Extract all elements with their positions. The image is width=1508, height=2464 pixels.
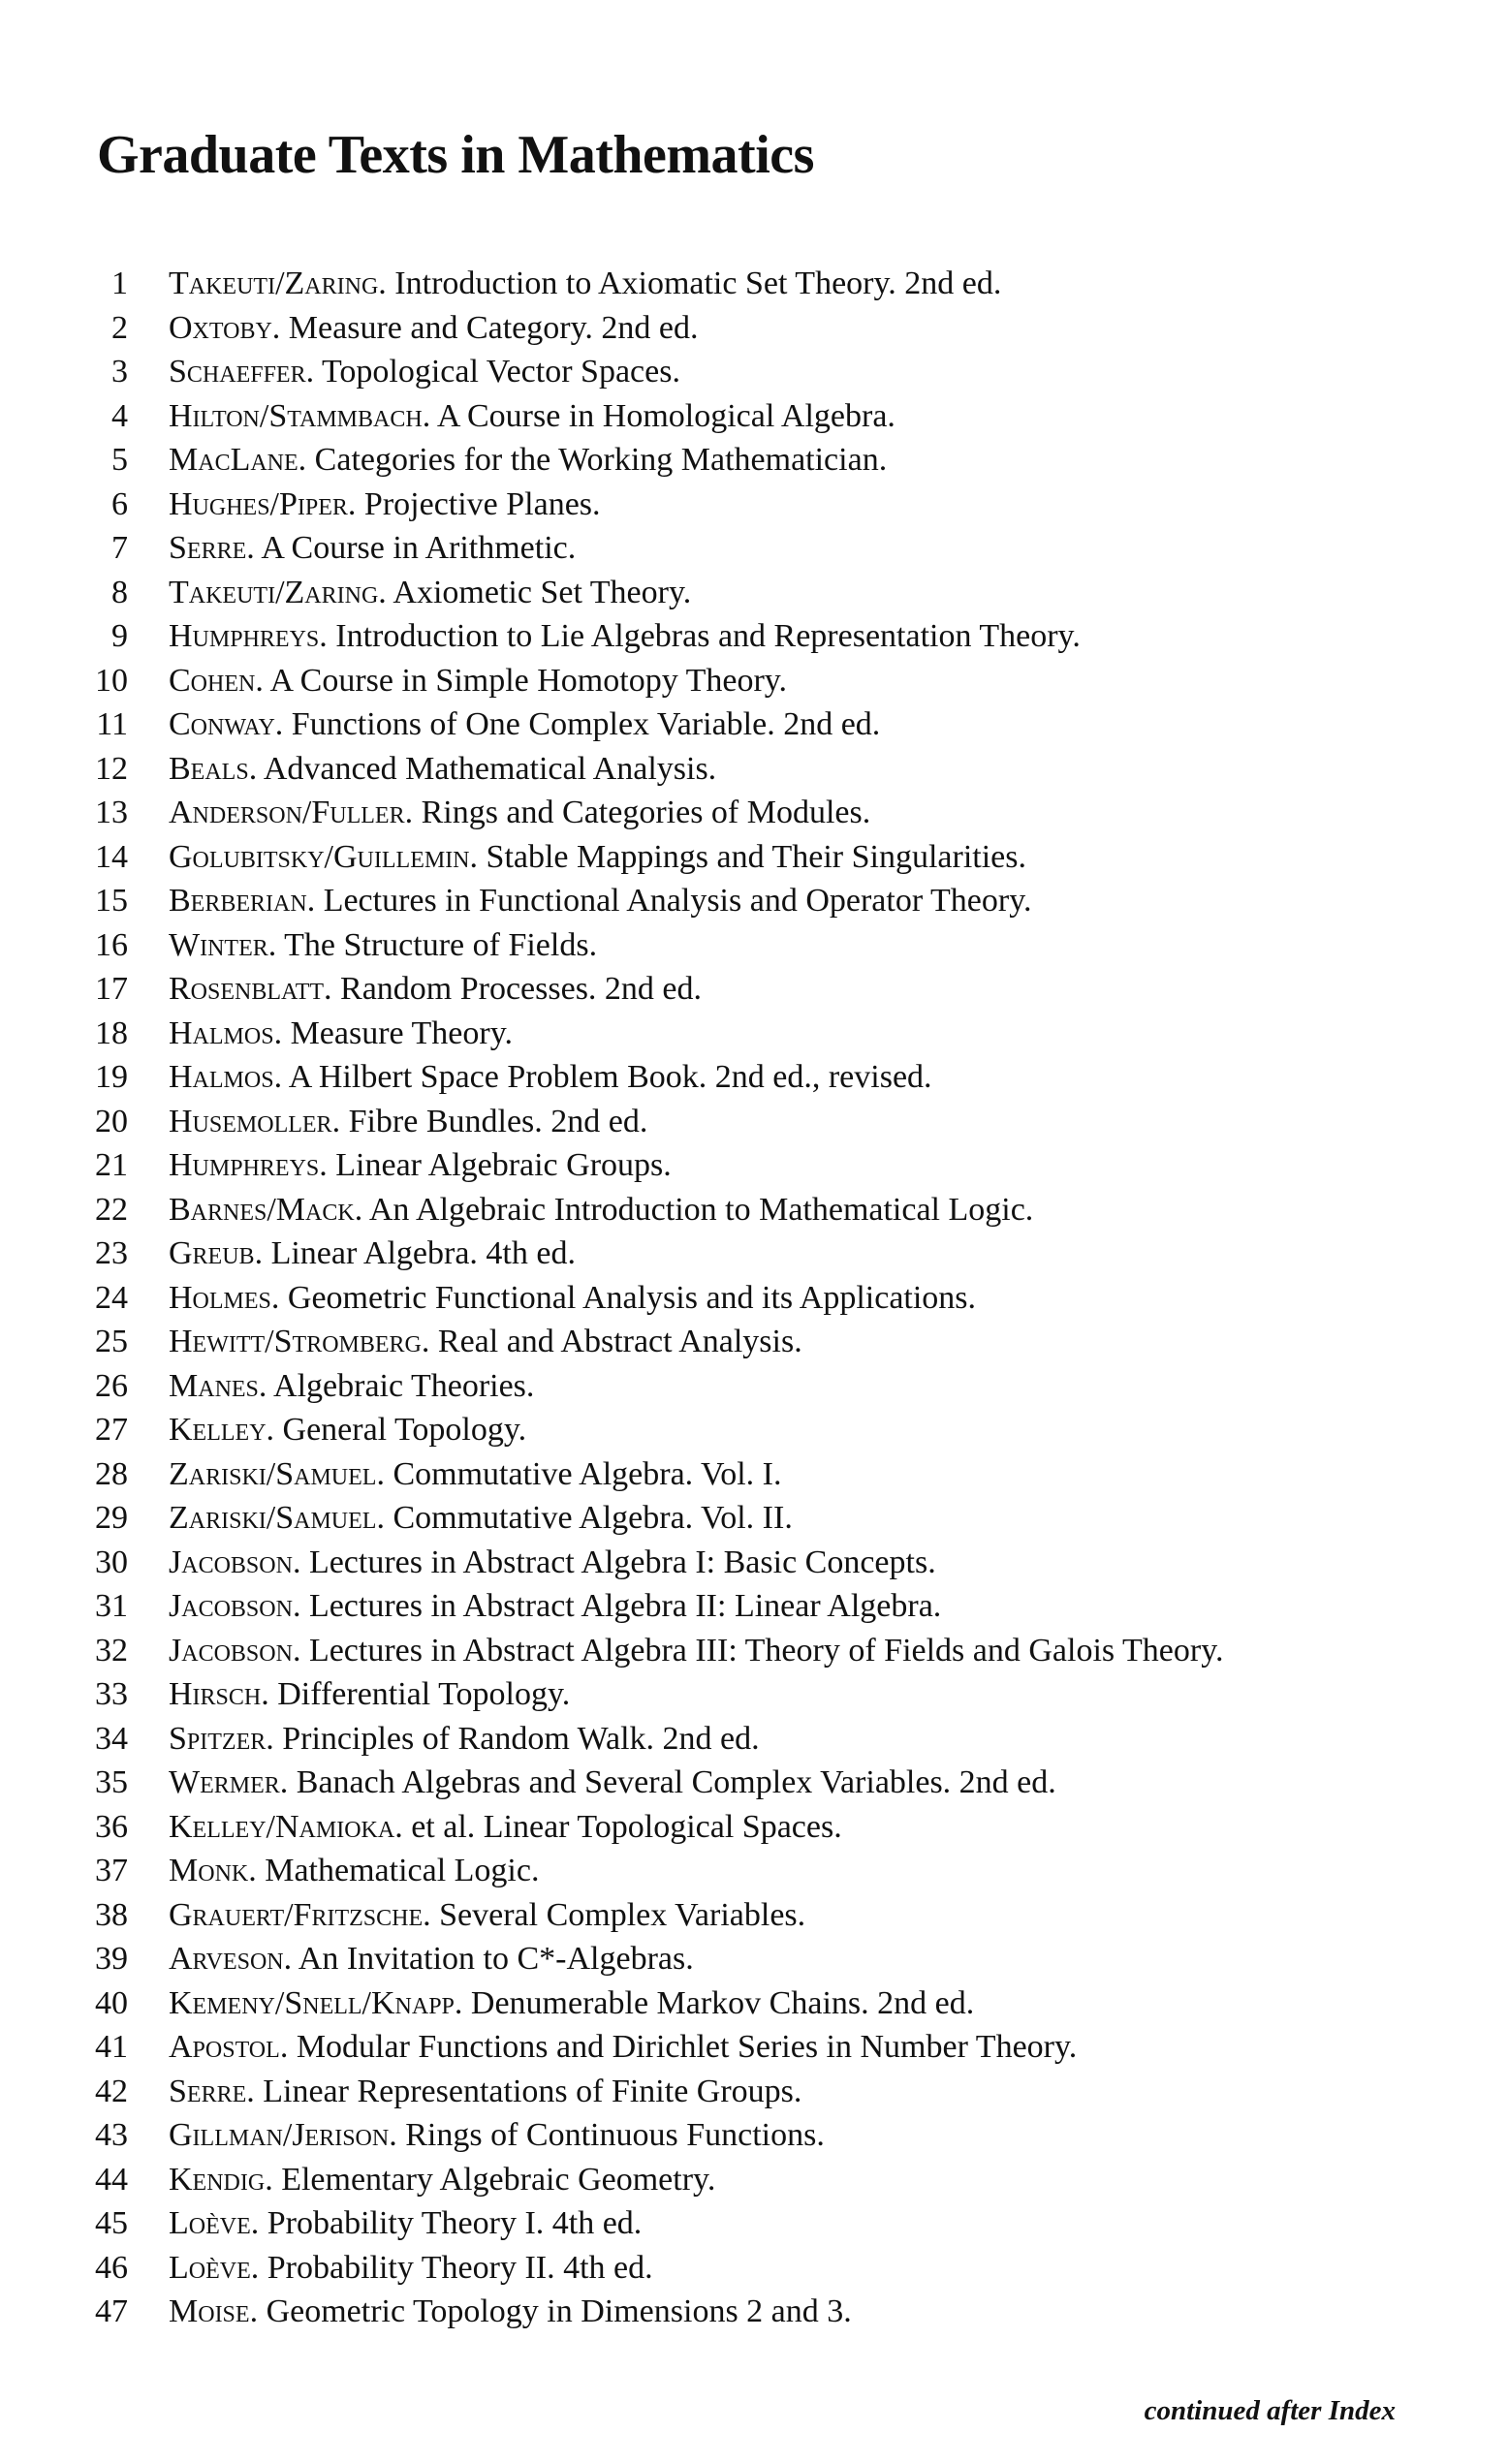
book-entry: Conway. Functions of One Complex Variable. 2nd ed.: [169, 706, 881, 742]
book-number: 32: [95, 1632, 128, 1669]
book-title: Banach Algebras and Several Complex Variables. 2nd ed.: [296, 1764, 1056, 1800]
book-number: 5: [111, 442, 128, 478]
book-author: Apostol: [169, 2029, 280, 2065]
book-number: 20: [95, 1103, 128, 1139]
book-number: 10: [95, 662, 128, 699]
book-author: Grauert/Fritzsche: [169, 1896, 424, 1933]
book-entry: Gillman/Jerison. Rings of Continuous Functions.: [169, 2117, 825, 2153]
book-author: Kelley/Namioka: [169, 1808, 395, 1845]
book-number: 42: [95, 2073, 128, 2109]
book-entry: Barnes/Mack. An Algebraic Introduction to Mathematical Logic.: [169, 1191, 1034, 1228]
book-entry: Arveson. An Invitation to C*-Algebras.: [169, 1941, 694, 1977]
book-number: 4: [111, 397, 128, 434]
book-author: Anderson/Fuller: [169, 795, 405, 830]
book-title: Lectures in Abstract Algebra I: Basic Concepts.: [308, 1544, 936, 1580]
book-entry: Greub. Linear Algebra. 4th ed.: [169, 1235, 576, 1271]
book-entry: Kemeny/Snell/Knapp. Denumerable Markov Chains. 2nd ed.: [169, 1984, 975, 2021]
book-entry: Oxtoby. Measure and Category. 2nd ed.: [169, 309, 699, 346]
book-author: Takeuti/Zaring: [169, 574, 379, 610]
book-author: Berberian: [169, 883, 307, 919]
book-author: Oxtoby: [169, 309, 272, 346]
book-title: Advanced Mathematical Analysis.: [263, 750, 717, 787]
book-author: Winter: [169, 926, 268, 963]
book-number: 22: [95, 1191, 128, 1228]
book-author: Kemeny/Snell/Knapp: [169, 1984, 455, 2021]
book-entry: Loève. Probability Theory I. 4th ed.: [169, 2205, 643, 2241]
book-entry: Kendig. Elementary Algebraic Geometry.: [169, 2161, 716, 2198]
book-title: Lectures in Functional Analysis and Operator Theory.: [323, 883, 1032, 919]
book-number: 43: [95, 2117, 128, 2153]
book-number: 13: [95, 795, 128, 830]
book-author: Hughes/Piper: [169, 485, 348, 522]
book-author: Jacobson: [169, 1632, 293, 1669]
book-author: Husemoller: [169, 1103, 332, 1139]
book-title: Functions of One Complex Variable. 2nd ed.: [291, 706, 881, 742]
book-entry: Manes. Algebraic Theories.: [169, 1367, 535, 1404]
book-author: Humphreys: [169, 1147, 320, 1183]
book-number: 23: [95, 1235, 128, 1271]
book-author: Rosenblatt: [169, 971, 325, 1007]
book-entry: Hirsch. Differential Topology.: [169, 1676, 571, 1712]
book-title: Rings and Categories of Modules.: [421, 795, 871, 830]
book-title: Probability Theory II. 4th ed.: [267, 2249, 653, 2286]
book-entry: Zariski/Samuel. Commutative Algebra. Vol. I.: [169, 1455, 782, 1492]
book-author: Moise: [169, 2293, 250, 2329]
book-author: Holmes: [169, 1279, 271, 1316]
book-title: Categories for the Working Mathematician.: [314, 442, 888, 478]
book-entry: Winter. The Structure of Fields.: [169, 926, 598, 963]
book-author: Cohen: [169, 662, 256, 699]
book-author: Kelley: [169, 1412, 267, 1448]
book-title: Commutative Algebra. Vol. II.: [393, 1500, 793, 1536]
book-title: Lectures in Abstract Algebra III: Theory of Fields and Galois Theory.: [308, 1632, 1224, 1669]
book-title: Stable Mappings and Their Singularities.: [486, 838, 1026, 875]
book-title: Commutative Algebra. Vol. I.: [393, 1455, 782, 1492]
book-title: Projective Planes.: [363, 485, 601, 522]
book-entry: Beals. Advanced Mathematical Analysis.: [169, 750, 717, 787]
book-entry: Halmos. Measure Theory.: [169, 1014, 513, 1051]
book-number: 2: [111, 309, 128, 346]
book-author: MacLane: [169, 442, 298, 478]
book-title: Real and Abstract Analysis.: [437, 1324, 802, 1359]
book-author: Arveson: [169, 1941, 284, 1977]
book-author: Greub: [169, 1235, 255, 1271]
book-title: Geometric Functional Analysis and its Applications.: [287, 1279, 977, 1316]
book-title: Random Processes. 2nd ed.: [340, 971, 703, 1007]
book-title: A Course in Arithmetic.: [261, 530, 577, 566]
book-entry: Golubitsky/Guillemin. Stable Mappings and Their Singularities.: [169, 838, 1026, 875]
book-number: 34: [95, 1720, 128, 1757]
book-number: 40: [95, 1984, 128, 2021]
book-title: Differential Topology.: [277, 1676, 571, 1712]
book-title: Algebraic Theories.: [273, 1367, 535, 1404]
book-author: Wermer: [169, 1764, 280, 1800]
book-number: 25: [95, 1324, 128, 1359]
book-title: Fibre Bundles. 2nd ed.: [348, 1103, 648, 1139]
book-number: 28: [95, 1455, 128, 1492]
book-title: Linear Algebraic Groups.: [335, 1147, 672, 1183]
book-entry: Loève. Probability Theory II. 4th ed.: [169, 2249, 653, 2286]
book-number: 46: [95, 2249, 128, 2286]
book-number: 17: [95, 971, 128, 1007]
book-entry: Takeuti/Zaring. Introduction to Axiomatic Set Theory. 2nd ed.: [169, 265, 1002, 301]
book-author: Jacobson: [169, 1588, 293, 1624]
book-title: Lectures in Abstract Algebra II: Linear Algebra.: [308, 1588, 942, 1624]
book-author: Gillman/Jerison: [169, 2117, 390, 2153]
book-entry: Takeuti/Zaring. Axiometic Set Theory.: [169, 574, 692, 610]
book-number: 11: [96, 706, 128, 742]
book-entry: Serre. A Course in Arithmetic.: [169, 530, 577, 566]
book-number: 45: [95, 2205, 128, 2241]
book-entry: Schaeffer. Topological Vector Spaces.: [169, 354, 680, 390]
book-number: 29: [95, 1500, 128, 1536]
book-author: Hilton/Stammbach: [169, 397, 423, 434]
book-author: Loève: [169, 2249, 251, 2286]
book-entry: Serre. Linear Representations of Finite Groups.: [169, 2073, 802, 2109]
book-title: Linear Algebra. 4th ed.: [270, 1235, 576, 1271]
book-entry: Halmos. A Hilbert Space Problem Book. 2nd ed., revised.: [169, 1059, 932, 1095]
book-entry: Hilton/Stammbach. A Course in Homological Algebra.: [169, 397, 895, 434]
book-title: The Structure of Fields.: [284, 926, 598, 963]
book-title: Topological Vector Spaces.: [322, 354, 680, 390]
book-number: 47: [95, 2293, 128, 2329]
book-entry: Jacobson. Lectures in Abstract Algebra II: Linear Algebra.: [169, 1588, 942, 1624]
book-number: 44: [95, 2161, 128, 2198]
book-author: Manes: [169, 1367, 259, 1404]
book-author: Monk: [169, 1853, 249, 1888]
book-number: 37: [95, 1853, 128, 1888]
book-number: 9: [111, 618, 128, 654]
book-author: Serre: [169, 2073, 247, 2109]
book-entry: MacLane. Categories for the Working Mathematician.: [169, 442, 888, 478]
book-title: Introduction to Axiomatic Set Theory. 2nd ed.: [394, 265, 1002, 301]
book-number: 19: [95, 1059, 128, 1095]
book-entry: Hughes/Piper. Projective Planes.: [169, 485, 601, 522]
book-title: Probability Theory I. 4th ed.: [267, 2205, 643, 2241]
book-number: 21: [95, 1147, 128, 1183]
page-title: Graduate Texts in Mathematics: [97, 125, 814, 185]
book-entry: Jacobson. Lectures in Abstract Algebra I: Basic Concepts.: [169, 1544, 936, 1580]
book-author: Kendig: [169, 2161, 266, 2198]
book-author: Humphreys: [169, 618, 320, 654]
book-title: Axiometic Set Theory.: [393, 574, 692, 610]
book-entry: Anderson/Fuller. Rings and Categories of Modules.: [169, 795, 871, 830]
book-author: Halmos: [169, 1059, 274, 1095]
book-number: 1: [111, 265, 128, 301]
book-author: Hewitt/Stromberg: [169, 1324, 422, 1359]
book-number: 26: [95, 1367, 128, 1404]
book-author: Golubitsky/Guillemin: [169, 838, 470, 875]
continued-note: continued after Index: [1144, 2395, 1396, 2426]
book-title: Elementary Algebraic Geometry.: [281, 2161, 716, 2198]
book-title: Introduction to Lie Algebras and Representation Theory.: [335, 618, 1081, 654]
book-author: Zariski/Samuel: [169, 1455, 377, 1492]
book-number: 38: [95, 1896, 128, 1933]
book-title: General Topology.: [282, 1412, 527, 1448]
book-number: 3: [111, 354, 128, 390]
book-entry: Jacobson. Lectures in Abstract Algebra III: Theory of Fields and Galois Theory.: [169, 1632, 1224, 1669]
book-title: Several Complex Variables.: [439, 1896, 806, 1933]
book-number: 12: [95, 750, 128, 787]
book-author: Schaeffer: [169, 354, 306, 390]
book-title: An Algebraic Introduction to Mathematical Logic.: [368, 1191, 1034, 1228]
book-entry: Spitzer. Principles of Random Walk. 2nd ed.: [169, 1720, 760, 1757]
book-entry: Monk. Mathematical Logic.: [169, 1853, 540, 1888]
book-author: Jacobson: [169, 1544, 293, 1580]
book-title: Measure Theory.: [290, 1014, 513, 1051]
book-title: Denumerable Markov Chains. 2nd ed.: [470, 1984, 975, 2021]
book-title: Rings of Continuous Functions.: [405, 2117, 825, 2153]
book-author: Serre: [169, 530, 247, 566]
book-number: 16: [95, 926, 128, 963]
book-entry: Holmes. Geometric Functional Analysis and its Applications.: [169, 1279, 977, 1316]
book-entry: Grauert/Fritzsche. Several Complex Variables.: [169, 1896, 806, 1933]
book-entry: Cohen. A Course in Simple Homotopy Theory.: [169, 662, 788, 699]
book-number: 15: [95, 883, 128, 919]
book-title: Measure and Category. 2nd ed.: [288, 309, 699, 346]
book-number: 27: [95, 1412, 128, 1448]
book-entry: Rosenblatt. Random Processes. 2nd ed.: [169, 971, 703, 1007]
book-title: A Hilbert Space Problem Book. 2nd ed., revised.: [288, 1059, 932, 1095]
book-entry: Husemoller. Fibre Bundles. 2nd ed.: [169, 1103, 648, 1139]
book-number: 36: [95, 1808, 128, 1845]
book-number: 7: [111, 530, 128, 566]
book-number: 33: [95, 1676, 128, 1712]
book-title: An Invitation to C*-Algebras.: [298, 1941, 694, 1977]
book-author: Zariski/Samuel: [169, 1500, 377, 1536]
book-entry: Humphreys. Linear Algebraic Groups.: [169, 1147, 672, 1183]
book-author: Conway: [169, 706, 275, 742]
book-author: Beals: [169, 750, 249, 787]
book-number: 41: [95, 2029, 128, 2065]
book-title: Geometric Topology in Dimensions 2 and 3.: [266, 2293, 852, 2329]
book-author: Barnes/Mack: [169, 1191, 355, 1228]
book-number: 18: [95, 1014, 128, 1051]
book-number: 14: [95, 838, 128, 875]
book-author: Halmos: [169, 1014, 274, 1051]
book-title: et al. Linear Topological Spaces.: [411, 1808, 842, 1845]
book-title: Linear Representations of Finite Groups.: [263, 2073, 802, 2109]
book-number: 35: [95, 1764, 128, 1800]
book-author: Spitzer: [169, 1720, 267, 1757]
book-number: 31: [95, 1588, 128, 1624]
book-entry: Kelley/Namioka. et al. Linear Topological Spaces.: [169, 1808, 842, 1845]
book-title: A Course in Homological Algebra.: [436, 397, 895, 434]
book-entry: Kelley. General Topology.: [169, 1412, 527, 1448]
book-number: 39: [95, 1941, 128, 1977]
book-entry: Humphreys. Introduction to Lie Algebras and Representation Theory.: [169, 618, 1081, 654]
book-entry: Berberian. Lectures in Functional Analysis and Operator Theory.: [169, 883, 1032, 919]
book-entry: Zariski/Samuel. Commutative Algebra. Vol. II.: [169, 1500, 793, 1536]
book-number: 30: [95, 1544, 128, 1580]
book-author: Takeuti/Zaring: [169, 265, 379, 301]
book-number: 6: [111, 485, 128, 522]
book-entry: Moise. Geometric Topology in Dimensions 2 and 3.: [169, 2293, 852, 2329]
book-entry: Apostol. Modular Functions and Dirichlet Series in Number Theory.: [169, 2029, 1078, 2065]
book-title: A Course in Simple Homotopy Theory.: [269, 662, 788, 699]
book-author: Loève: [169, 2205, 251, 2241]
book-title: Mathematical Logic.: [265, 1853, 540, 1888]
book-author: Hirsch: [169, 1676, 262, 1712]
book-title: Modular Functions and Dirichlet Series in Number Theory.: [296, 2029, 1078, 2065]
book-entry: Hewitt/Stromberg. Real and Abstract Analysis.: [169, 1324, 802, 1359]
book-title: Principles of Random Walk. 2nd ed.: [282, 1720, 760, 1757]
book-entry: Wermer. Banach Algebras and Several Complex Variables. 2nd ed.: [169, 1764, 1056, 1800]
book-number: 24: [95, 1279, 128, 1316]
book-number: 8: [111, 574, 128, 610]
